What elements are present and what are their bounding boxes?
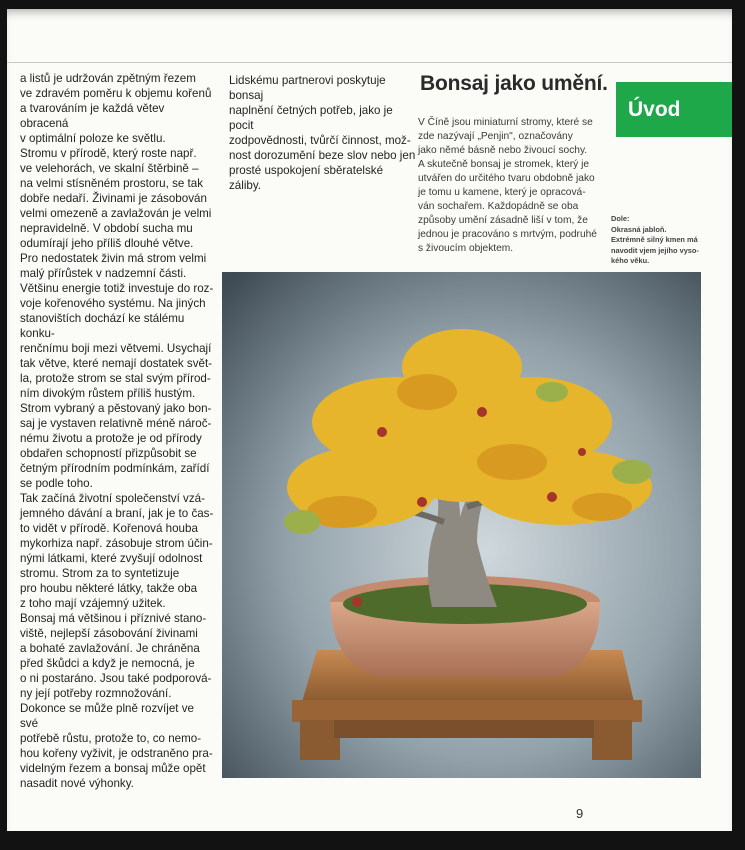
header-rule bbox=[7, 62, 732, 63]
section-intro: V Číně jsou miniaturní stromy, které se zde nazývají „Penjin", označovány jako němé básně nebo živoucí sochy. A skutečně bonsaj je stromek, který je utvářen do určitého tvaru obdobně jako je tomu u kamene, který je opracová- ván sochařem. Každopádně se oba způsoby umění zásadně liší v tom, že jednou je pracováno s mrtvým, podruhé s živoucím objektem. bbox=[418, 117, 597, 254]
paragraph: a listů je udržován zpětným řezem ve zdravém poměru k objemu kořenů a tvarováním je každá větev obracená v optimální poloze ke světlu. bbox=[20, 72, 212, 145]
paragraph: Pro nedostatek živin má strom velmi malý přírůstek v nadzemní části. Většinu energie totiž investuje do roz- voje kořenového systému. Na jiných stanovištích dochází ke stálému konku- renčnímu boji mezi větvemi. Usychají tak větve, které nemají dostatek svět- la, protože strom se stal svým přírod- ním divokým růstem příliš hustým. bbox=[20, 252, 214, 400]
section-title: Bonsaj jako umění. bbox=[420, 72, 608, 95]
chapter-badge bbox=[616, 82, 732, 137]
paragraph: Tak začíná životní společenství vzá- jemného dávání a braní, jak je to čas- to vidět v přírodě. Kořenová houba mykorhiza např. zásobuje strom účin- nými látkami, které zvyšují odolnost stromu. Strom za to syntetizuje pro houbu některé látky, takže oba z toho mají vzájemný užitek. bbox=[20, 492, 214, 610]
photo-caption: Dole: Okrasná jabloň. Extrémně silný kmen má navodit vjem jejího vyso- kého věku. bbox=[611, 214, 699, 265]
paragraph: Bonsaj má většinou i příznivé stano- viště, nejlepší zásobování živinami a bohaté zavlažování. Je chráněna před škůdci a když je nemocná, je o ni postaráno. Jsou také podporová- ny její potřeby rozmnožování. Dokonce se může plně rozvíjet ve své potřebě růstu, protože to, co nemo- hou kořeny vyživit, je odstraněno pra- videlným řezem a bonsaj může opět nasadit nové výhonky. bbox=[20, 612, 213, 790]
paragraph: Stromu v přírodě, který roste např. ve velehorách, ve skalní štěrbině – na velmi stísněném prostoru, se tak dobře nedaří. Živinami je zásobován velmi omezeně a zavlažován je velmi nepravidelně. V období sucha mu odumírají jeho příliš dlouhé větve. bbox=[20, 147, 212, 250]
middle-text-column: Lidskému partnerovi poskytuje bonsaj naplnění četných potřeb, jako je pocit zodpovědnosti, tvůrčí činnost, mož- nost dorozumění beze slov nebo jen prosté uspokojení sběratelské záliby. bbox=[229, 74, 416, 192]
chapter-badge-label: Úvod bbox=[628, 97, 681, 121]
book-page bbox=[7, 9, 732, 831]
page-number: 9 bbox=[576, 806, 584, 821]
bonsai-photo bbox=[222, 272, 701, 778]
bonsai-illustration bbox=[222, 272, 701, 778]
paragraph: Strom vybraný a pěstovaný jako bon- saj je vystaven relativně méně nároč- nému životu a protože je od přírody obdařen schopností přizpůsobit se četným přírodním podmínkám, zařídí se podle toho. bbox=[20, 402, 212, 490]
left-text-column bbox=[20, 71, 214, 791]
